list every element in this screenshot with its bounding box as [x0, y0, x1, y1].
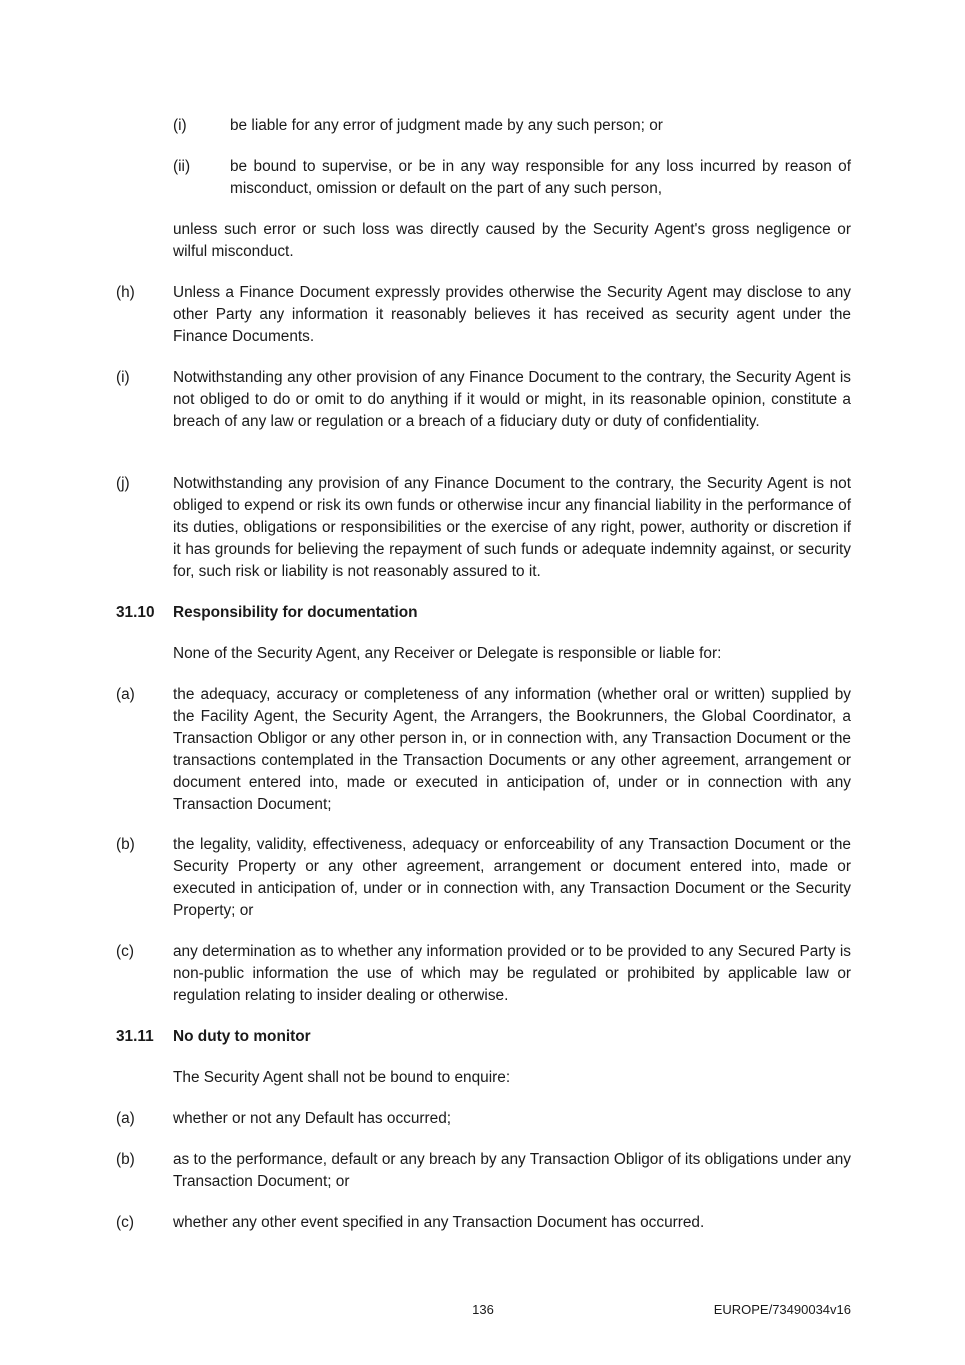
- clause-item-c: [116, 1212, 851, 1234]
- section-heading-31-10: [116, 602, 851, 624]
- item-label: (i): [116, 369, 130, 386]
- section-heading-31-11: [116, 1026, 851, 1048]
- item-text: whether any other event specified in any Transaction Document has occurred.: [173, 1214, 705, 1231]
- clause-item-b: [116, 834, 851, 922]
- item-text: the adequacy, accuracy or completeness of any information (whether oral or written) supplied by the Facility Agent, the Security Agent, the Arrangers, the Bookrunners, the Global Coordinator, a Transaction Obligor or any other person in, or in connection with, any Transaction Document or the transactions contemplated in the Transaction Documents or any other agreement, arrangement or document entered into, made or executed in anticipation of, under or in connection with any Transaction Document;: [173, 686, 851, 813]
- section-title: Responsibility for documentation: [173, 604, 418, 621]
- page-number: 136: [472, 1302, 494, 1317]
- item-label: (ii): [173, 158, 191, 175]
- item-text: be bound to supervise, or be in any way responsible for any loss incurred by reason of misconduct, omission or default on the part of any such person,: [230, 158, 851, 197]
- clause-item-b: [116, 1149, 851, 1193]
- item-text: whether or not any Default has occurred;: [173, 1110, 452, 1127]
- clause-item-h: [116, 282, 851, 348]
- clause-item-a: [116, 1108, 851, 1130]
- item-text: as to the performance, default or any breach by any Transaction Obligor of its obligations under any Transaction Document; or: [173, 1151, 851, 1190]
- item-text: Notwithstanding any provision of any Finance Document to the contrary, the Security Agent is not obliged to expend or risk its own funds or otherwise incur any financial liability in the performance of its duties, obligations or responsibilities or the exercise of any right, power, authority or discretion if it has grounds for believing the repayment of such funds or adequate indemnity against, or security for, such risk or liability is not reasonably assured to it.: [173, 475, 851, 580]
- item-label: (a): [116, 1110, 135, 1127]
- item-label: (i): [173, 117, 187, 134]
- sub-item-ii: [173, 156, 851, 200]
- item-label: (h): [116, 284, 135, 301]
- sub-item-i: [173, 115, 851, 137]
- item-label: (b): [116, 836, 135, 853]
- document-reference: EUROPE/73490034v16: [713, 1302, 851, 1317]
- section-number: 31.11: [116, 1028, 154, 1045]
- section-intro: None of the Security Agent, any Receiver or Delegate is responsible or liable for:: [173, 645, 722, 662]
- item-text: Notwithstanding any other provision of any Finance Document to the contrary, the Security Agent is not obliged to do or omit to do anything if it would or might, in its reasonable opinion, constitute a breach of any law or regulation or a breach of a fiduciary duty or duty of confidentiality.: [173, 369, 851, 430]
- clause-item-i: [116, 367, 851, 433]
- clause-item-a: [116, 684, 851, 816]
- continuation-paragraph: unless such error or such loss was directly caused by the Security Agent's gross negligence or wilful misconduct.: [173, 221, 851, 260]
- item-label: (j): [116, 475, 130, 492]
- item-text: be liable for any error of judgment made by any such person; or: [230, 117, 663, 134]
- item-label: (a): [116, 686, 135, 703]
- clause-item-c: [116, 941, 851, 1007]
- item-text: Unless a Finance Document expressly provides otherwise the Security Agent may disclose to any other Party any information it reasonably believes it has received as security agent under the Finance Documents.: [173, 284, 851, 345]
- clause-item-j: [116, 473, 851, 583]
- section-intro: The Security Agent shall not be bound to enquire:: [173, 1069, 511, 1086]
- item-label: (c): [116, 1214, 134, 1231]
- item-label: (c): [116, 943, 134, 960]
- item-text: any determination as to whether any information provided or to be provided to any Secured Party is non-public information the use of which may be regulated or prohibited by applicable law or regulation relating to insider dealing or otherwise.: [173, 943, 851, 1004]
- section-number: 31.10: [116, 604, 155, 621]
- section-title: No duty to monitor: [173, 1028, 311, 1045]
- item-label: (b): [116, 1151, 135, 1168]
- item-text: the legality, validity, effectiveness, adequacy or enforceability of any Transaction Document or the Security Property or any other agreement, arrangement or document entered into, made or executed in anticipation of, under or in connection with, any Transaction Document or the Security Property; or: [173, 836, 851, 919]
